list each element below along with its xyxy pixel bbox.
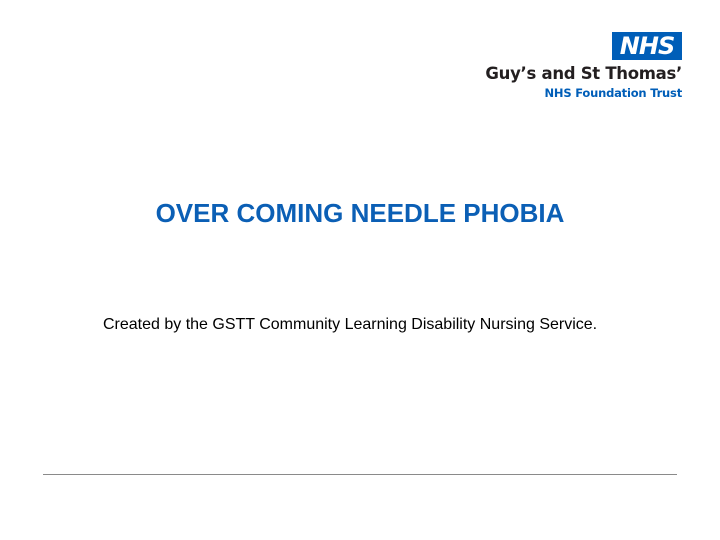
nhs-trust-logo — [477, 32, 682, 102]
trust-name: Guy’s and St Thomas’ — [485, 64, 682, 83]
slide-subtitle: Created by the GSTT Community Learning Disability Nursing Service. — [103, 316, 598, 333]
nhs-logo-badge: NHS — [612, 32, 682, 60]
slide-title: OVER COMING NEEDLE PHOBIA — [155, 198, 565, 228]
footer-divider — [43, 474, 677, 475]
trust-subtitle: NHS Foundation Trust — [544, 86, 682, 100]
